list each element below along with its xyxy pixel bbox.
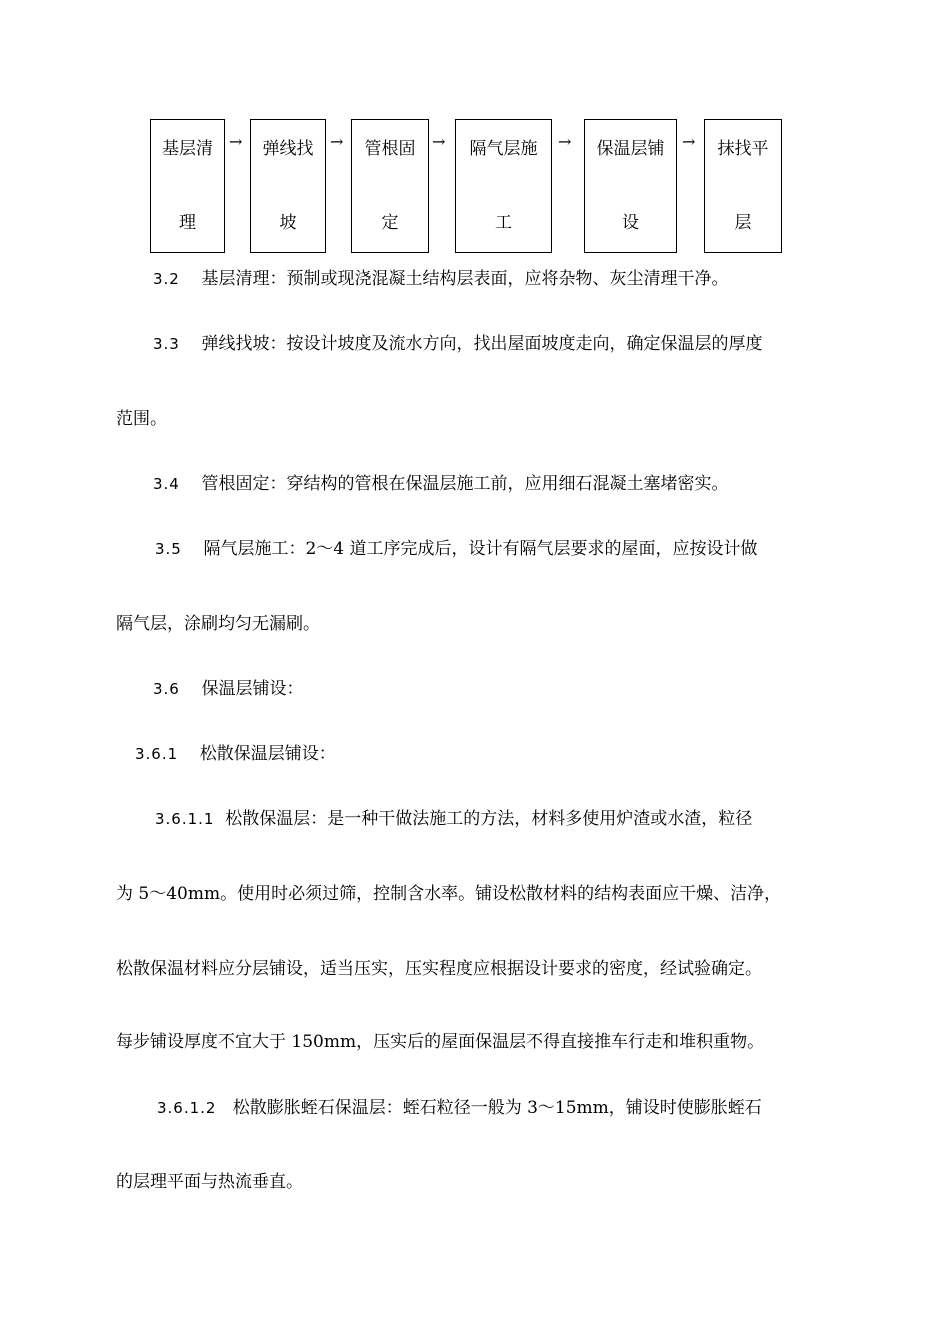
para-3-3 [153, 332, 762, 356]
flow-arrow-1: → [229, 132, 243, 151]
section-number: 3.6.1.2 [157, 1099, 217, 1117]
flow-step-5-line1: 保温层铺 [596, 139, 665, 159]
para-3-5 [155, 537, 758, 561]
para-3-6-1 [135, 742, 336, 766]
para-3-6-1-2 [157, 1096, 762, 1120]
section-number: 3.5 [155, 540, 182, 558]
flow-step-2-line2: 坡 [279, 213, 297, 233]
para-text: 隔气层，涂刷均匀无漏刷。 [116, 614, 320, 634]
para-text: 管根固定：穿结构的管根在保温层施工前，应用细石混凝土塞堵密实。 [201, 474, 729, 494]
para-3-6 [153, 677, 303, 701]
section-number: 3.3 [153, 335, 180, 353]
flow-arrow-3: → [432, 132, 446, 151]
flow-step-6 [704, 119, 782, 253]
para-text: 隔气层施工：2～4 道工序完成后，设计有隔气层要求的屋面，应按设计做 [203, 539, 758, 559]
flow-step-2-line1: 弹线找 [262, 139, 314, 159]
section-number: 3.6.1.1 [155, 810, 215, 828]
section-number: 3.6.1 [135, 745, 179, 763]
para-3-2 [153, 267, 728, 291]
para-text: 保温层铺设： [201, 679, 304, 699]
flow-step-1-line2: 理 [179, 213, 196, 233]
para-3-6-1-1-cont2 [116, 957, 762, 981]
flow-step-4-line2: 工 [495, 213, 512, 233]
flow-step-6-line1: 抹找平 [717, 139, 769, 159]
flow-arrow-2: → [330, 132, 344, 151]
para-text: 松散膨胀蛭石保温层：蛭石粒径一般为 3～15mm，铺设时使膨胀蛭石 [232, 1098, 762, 1118]
flow-arrow-4: → [558, 132, 572, 151]
para-text: 的层理平面与热流垂直。 [116, 1172, 303, 1192]
flow-step-1-line1: 基层清 [162, 139, 213, 159]
para-text: 每步铺设厚度不宜大于 150mm，压实后的屋面保温层不得直接推车行走和堆积重物。 [116, 1032, 765, 1052]
section-number: 3.4 [153, 475, 180, 493]
flow-step-4 [455, 119, 552, 253]
para-text: 弹线找坡：按设计坡度及流水方向，找出屋面坡度走向，确定保温层的厚度 [201, 334, 763, 354]
flow-arrow-5: → [682, 132, 696, 151]
flow-step-2 [250, 119, 326, 253]
para-text: 松散保温层：是一种干做法施工的方法，材料多使用炉渣或水渣，粒径 [225, 809, 753, 829]
flow-step-3-line1: 管根固 [364, 139, 416, 159]
flow-step-5 [584, 119, 677, 253]
flow-step-3-line2: 定 [381, 213, 399, 233]
process-flowchart [0, 0, 950, 260]
section-number: 3.6 [153, 680, 180, 698]
section-number: 3.2 [153, 270, 180, 288]
para-3-6-1-1 [155, 807, 752, 831]
para-text: 基层清理：预制或现浇混凝土结构层表面，应将杂物、灰尘清理干净。 [201, 269, 729, 289]
para-3-5-cont [116, 612, 320, 636]
para-text: 为 5～40mm。使用时必须过筛，控制含水率。铺设松散材料的结构表面应干燥、洁净， [116, 884, 782, 904]
flow-step-1 [150, 119, 225, 253]
para-text: 松散保温层铺设： [199, 744, 336, 764]
para-3-3-cont [116, 407, 167, 431]
flow-step-5-line2: 设 [622, 213, 639, 233]
para-3-6-1-2-cont [116, 1170, 303, 1194]
para-3-6-1-1-cont3 [116, 1030, 764, 1054]
para-3-6-1-1-cont1 [116, 882, 781, 906]
para-3-4 [153, 472, 728, 496]
flow-step-6-line2: 层 [734, 213, 752, 233]
para-text: 范围。 [116, 409, 167, 429]
flow-step-4-line1: 隔气层施 [469, 139, 538, 159]
para-text: 松散保温材料应分层铺设，适当压实，压实程度应根据设计要求的密度，经试验确定。 [116, 959, 762, 979]
flow-step-3 [351, 119, 429, 253]
